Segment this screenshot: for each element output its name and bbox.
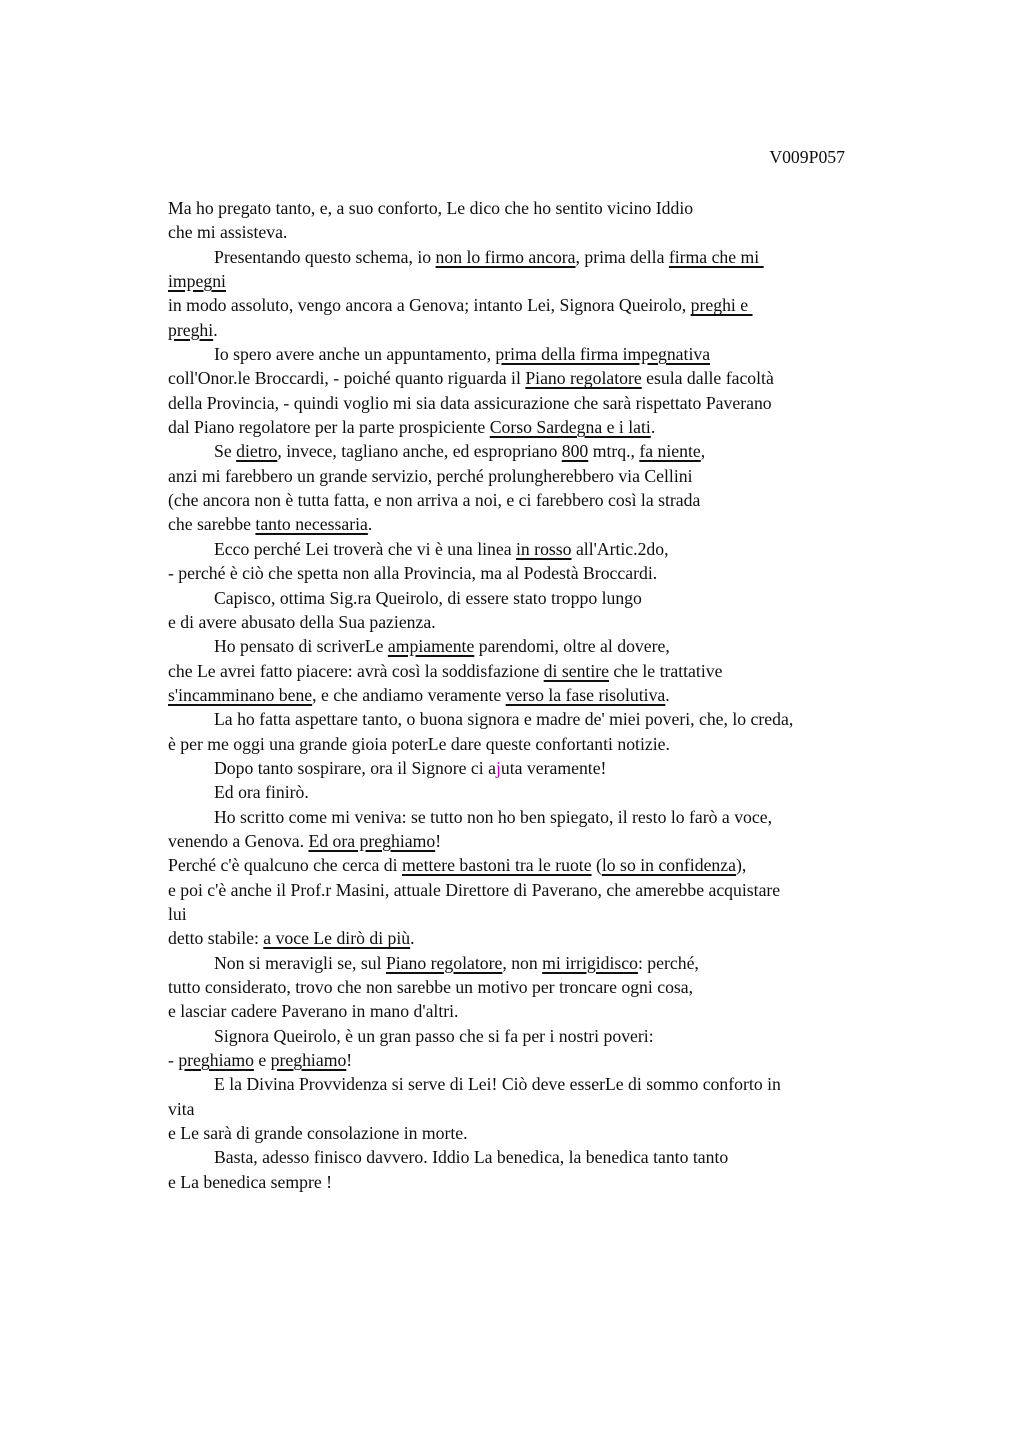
underlined-text: preghi xyxy=(168,319,214,340)
text-segment: - perché è ciò che spetta non alla Provincia, ma al Podestà Broccardi. xyxy=(168,563,658,584)
text-segment: : perché, xyxy=(637,952,699,973)
letter-line xyxy=(168,342,908,366)
text-segment: (che ancora non è tutta fatta, e non arriva a noi, e ci farebbero così la strada xyxy=(168,490,701,511)
letter-line xyxy=(168,269,908,293)
letter-line xyxy=(168,659,908,683)
underlined-text: non lo firmo ancora xyxy=(435,246,576,267)
underlined-text: 800 xyxy=(561,441,589,462)
text-segment: all'Artic.2do, xyxy=(571,538,669,559)
letter-line xyxy=(168,732,908,756)
underlined-text: lo so in confidenza xyxy=(601,855,736,876)
underlined-text: a voce Le dirò di più xyxy=(263,928,411,949)
text-segment: mtrq., xyxy=(588,441,640,462)
letter-line xyxy=(168,634,908,658)
letter-line xyxy=(168,1097,908,1121)
text-segment: vita xyxy=(168,1098,195,1119)
text-segment: uta veramente! xyxy=(500,757,607,778)
letter-line xyxy=(168,1072,908,1096)
text-segment: , non xyxy=(502,952,543,973)
underlined-text: Piano regolatore xyxy=(385,952,503,973)
underlined-text: in rosso xyxy=(516,538,572,559)
letter-line xyxy=(168,586,908,610)
underlined-text: Piano regolatore xyxy=(525,368,642,389)
letter-line xyxy=(168,318,908,342)
letter-line xyxy=(168,1048,908,1072)
text-segment: e di avere abusato della Sua pazienza. xyxy=(168,611,436,632)
underlined-text: di sentire xyxy=(543,660,609,681)
text-segment: che sarebbe xyxy=(168,514,256,535)
text-segment: e lasciar cadere Paverano in mano d'altri. xyxy=(168,1001,459,1022)
text-segment: Non si meravigli se, sul xyxy=(214,952,386,973)
text-segment: . xyxy=(367,514,373,535)
text-segment: e La benedica sempre ! xyxy=(168,1171,333,1192)
underlined-text: s'incamminano bene xyxy=(168,684,313,705)
text-segment: in modo assoluto, vengo ancora a Genova; intanto Lei, Signora Queirolo, xyxy=(168,295,691,316)
text-segment: . xyxy=(650,417,656,438)
underlined-text: Ed ora preghiamo xyxy=(308,830,436,851)
text-segment: esula dalle facoltà xyxy=(641,368,774,389)
letter-line xyxy=(168,537,908,561)
letter-line xyxy=(168,439,908,463)
text-segment: lui xyxy=(168,903,187,924)
letter-line xyxy=(168,1170,908,1194)
text-segment: Basta, adesso finisco davvero. Iddio La benedica, la benedica tanto tanto xyxy=(214,1147,729,1168)
underlined-text: mettere bastoni tra le ruote xyxy=(401,855,592,876)
text-segment: e Le sarà di grande consolazione in morte. xyxy=(168,1123,468,1144)
letter-line xyxy=(168,756,908,780)
text-segment: E la Divina Provvidenza si serve di Lei! Ciò deve esserLe di sommo conforto in xyxy=(214,1074,781,1095)
text-segment: Dopo tanto sospirare, ora il Signore ci a xyxy=(214,757,496,778)
text-segment: . xyxy=(665,684,670,705)
text-segment: e poi c'è anche il Prof.r Masini, attuale Direttore di Paverano, che amerebbe acquistare xyxy=(168,879,781,900)
underlined-text: preghi e xyxy=(690,295,753,316)
underlined-text: verso la fase risolutiva xyxy=(505,684,666,705)
text-segment: ( xyxy=(591,855,602,876)
text-segment: è per me oggi una grande gioia poterLe dare queste confortanti notizie. xyxy=(168,733,670,754)
underlined-text: ampiamente xyxy=(387,636,475,657)
letter-line xyxy=(168,220,908,244)
letter-line xyxy=(168,1121,908,1145)
text-segment: , xyxy=(700,441,706,462)
letter-line xyxy=(168,196,908,220)
underlined-text: dietro xyxy=(236,441,278,462)
text-segment: Se xyxy=(214,441,237,462)
text-segment: , invece, tagliano anche, ed espropriano xyxy=(277,441,562,462)
text-segment: Ho scritto come mi veniva: se tutto non ho ben spiegato, il resto lo farò a voce, xyxy=(214,806,773,827)
text-segment: Signora Queirolo, è un gran passo che si fa per i nostri poveri: xyxy=(214,1025,654,1046)
text-segment: . xyxy=(410,928,415,949)
text-segment: e xyxy=(253,1050,271,1071)
letter-line xyxy=(168,391,908,415)
text-segment: , e che andiamo veramente xyxy=(312,684,506,705)
highlighted-character: j xyxy=(495,757,501,778)
text-segment: Perché c'è qualcuno che cerca di xyxy=(168,855,402,876)
letter-line xyxy=(168,366,908,390)
text-segment: anzi mi farebbero un grande servizio, perché prolungherebbero via Cellini xyxy=(168,465,693,486)
letter-line xyxy=(168,1024,908,1048)
letter-line xyxy=(168,683,908,707)
letter-line xyxy=(168,707,908,731)
text-segment: che le trattative xyxy=(609,660,723,681)
underlined-text: firma che mi xyxy=(668,246,764,267)
text-segment: che mi assisteva. xyxy=(168,222,288,243)
letter-line xyxy=(168,561,908,585)
text-segment: . xyxy=(213,319,218,340)
text-segment: dal Piano regolatore per la parte prospiciente xyxy=(168,417,490,438)
letter-line xyxy=(168,464,908,488)
text-segment: , prima della xyxy=(575,246,669,267)
text-segment: che Le avrei fatto piacere: avrà così la soddisfazione xyxy=(168,660,544,681)
letter-line xyxy=(168,488,908,512)
text-segment: venendo a Genova. xyxy=(168,830,309,851)
letter-line xyxy=(168,878,908,902)
text-segment: Capisco, ottima Sig.ra Queirolo, di essere stato troppo lungo xyxy=(214,587,642,608)
underlined-text: prima della firma impegnativa xyxy=(495,344,711,365)
underlined-text: fa niente xyxy=(639,441,701,462)
text-segment: detto stabile: xyxy=(168,928,264,949)
underlined-text: tanto necessaria xyxy=(255,514,368,535)
letter-line xyxy=(168,902,908,926)
text-segment: ), xyxy=(735,855,747,876)
letter-line xyxy=(168,245,908,269)
text-segment: parendomi, oltre al dovere, xyxy=(474,636,670,657)
text-segment: Ecco perché Lei troverà che vi è una linea xyxy=(214,538,516,559)
text-segment: ! xyxy=(435,830,442,851)
letter-line xyxy=(168,780,908,804)
text-segment: tutto considerato, trovo che non sarebbe un motivo per troncare ogni cosa, xyxy=(168,977,694,997)
letter-line xyxy=(168,951,908,975)
letter-line xyxy=(168,829,908,853)
text-segment: Presentando questo schema, io xyxy=(214,246,436,267)
letter-line xyxy=(168,512,908,536)
underlined-text: Corso Sardegna e i lati xyxy=(489,417,651,438)
text-segment: coll'Onor.le Broccardi, - poiché quanto riguarda il xyxy=(168,368,526,389)
letter-line xyxy=(168,1145,908,1169)
text-segment: Ma ho pregato tanto, e, a suo conforto, Le dico che ho sentito vicino Iddio xyxy=(168,198,694,218)
text-segment: - xyxy=(168,1050,179,1071)
text-segment: Ho pensato di scriverLe xyxy=(214,636,388,657)
underlined-text: impegni xyxy=(168,271,226,292)
letter-line xyxy=(168,975,908,999)
underlined-text: preghiamo xyxy=(270,1050,347,1071)
letter-line xyxy=(168,415,908,439)
text-segment: ! xyxy=(346,1050,353,1071)
letter-body xyxy=(168,196,908,1194)
letter-line xyxy=(168,293,908,317)
text-segment: La ho fatta aspettare tanto, o buona signora e madre de' miei poveri, che, lo creda, xyxy=(214,709,794,730)
text-segment: Io spero avere anche un appuntamento, xyxy=(214,344,496,365)
letter-line xyxy=(168,999,908,1023)
text-segment: Ed ora finirò. xyxy=(214,782,309,803)
text-segment: della Provincia, - quindi voglio mi sia data assicurazione che sarà rispettato Paverano xyxy=(168,392,772,413)
letter-line xyxy=(168,853,908,877)
letter-line xyxy=(168,805,908,829)
underlined-text: preghiamo xyxy=(178,1050,254,1071)
letter-line xyxy=(168,610,908,634)
document-id: V009P057 xyxy=(769,147,845,167)
underlined-text: mi irrigidisco xyxy=(542,952,638,973)
letter-line xyxy=(168,926,908,950)
